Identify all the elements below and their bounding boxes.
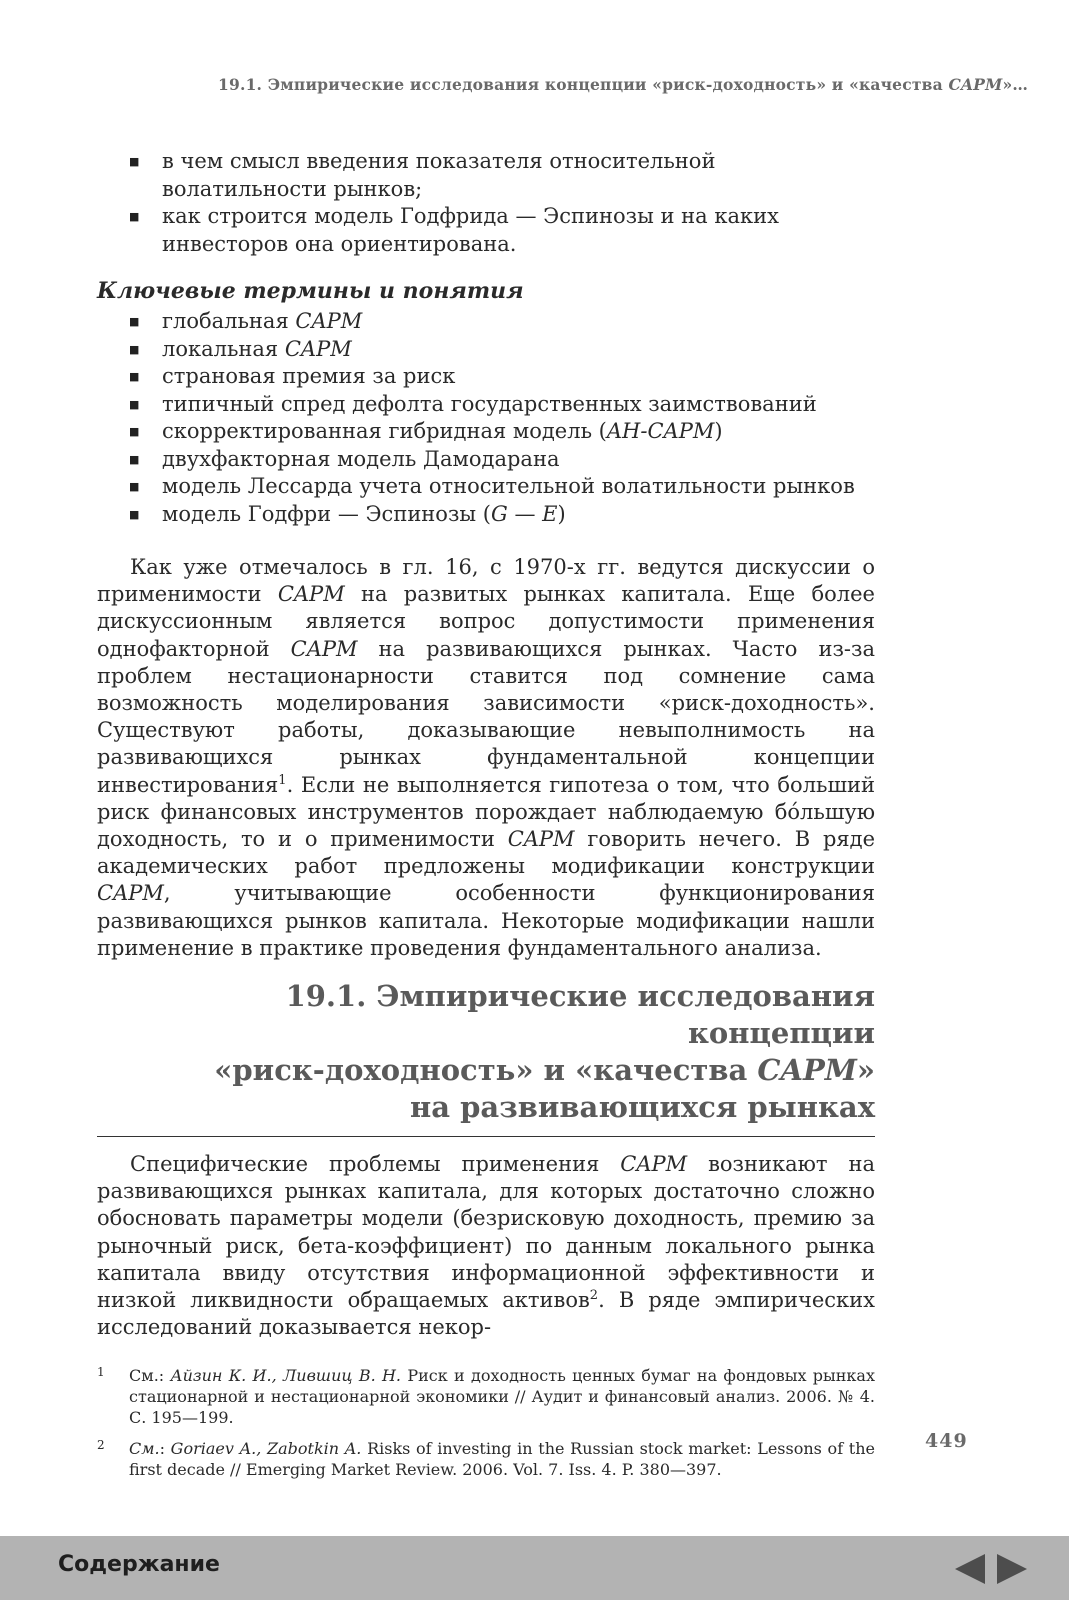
key-terms-list: [97, 308, 875, 528]
list-item: ■ как строится модель Годфрида — Эспинозы и на каких инвесторов она ориентирована.: [97, 203, 875, 258]
key-terms-heading: Ключевые термины и понятия: [97, 278, 524, 304]
footnote-number: 1: [97, 1365, 105, 1380]
list-item: ■ в чем смысл введения показателя относительной волатильности рынков;: [97, 148, 875, 203]
page-content: [97, 148, 875, 1490]
list-item: ■ глобальная CAPM: [97, 308, 875, 336]
list-item: ■ модель Лессарда учета относительной волатильности рынков: [97, 473, 875, 501]
section-title-line: на развивающихся рынках: [410, 1090, 875, 1125]
page-number: 449: [925, 1430, 968, 1452]
list-item: ■ скорректированная гибридная модель (AH-CAPM): [97, 418, 875, 446]
running-head: 19.1. Эмпирические исследования концепции «риск-доходность» и «качества CAPM»…: [218, 75, 1029, 94]
prev-page-icon[interactable]: [955, 1554, 985, 1584]
footnote-text: См.: Goriaev A., Zabotkin A. Risks of investing in the Russian stock market: Lessons of the first decade // Emerging Market Review. 2006. Vol. 7. Iss. 4. P. 380—397.: [129, 1439, 875, 1480]
footnote-text: См.: Айзин К. И., Лившиц В. Н. Риск и доходность ценных бумаг на фондовых рынках стационарной и нестационарной экономики // Аудит и финансовый анализ. 2006. № 4. С. 195—199.: [129, 1366, 875, 1428]
list-item: ■ двухфакторная модель Дамодарана: [97, 446, 875, 474]
section-title: [97, 978, 875, 1126]
footnote: [97, 1438, 875, 1480]
list-item: ■ страновая премия за риск: [97, 363, 875, 391]
section-divider: [97, 1136, 875, 1137]
footnote: [97, 1365, 875, 1428]
footnote-number: 2: [97, 1438, 105, 1453]
intro-paragraph: Как уже отмечалось в гл. 16, с 1970-х гг. ведутся дискуссии о применимости CAPM на развитых рынках капитала. Еще более дискуссионным является вопрос допустимости применения однофакторной CAPM на развивающихся рынках. Часто из-за проблем нестационарности ставится под сомнение сама возможность моделирования зависимости «риск-доходность». Существуют работы, доказывающие невыполнимость на развивающихся рынках фундаментальной концепции инвестирования$^1$. Если не выполняется гипотеза о том, что больший риск финансовых инструментов порождает наблюдаемую бóльшую доходность, то и о применимости CAPM говорить нечего. В ряде академических работ предложены модификации конструкции CAPM, учитывающие особенности функционирования развивающихся рынков капитала. Некоторые модификации нашли применение в практике проведения фундаментального анализа.: [97, 555, 875, 960]
list-item: ■ локальная CAPM: [97, 336, 875, 364]
section-paragraph: Специфические проблемы применения CAPM возникают на развивающихся рынках капитала, для которых достаточно сложно обосновать параметры модели (безрисковую доходность, премию за рыночный риск, бета-коэффициент) по данным локального рынка капитала ввиду отсутствия информационной эффективности и низкой ликвидности обращаемых активов$^2$. В ряде эмпирических исследований доказывается некор-: [97, 1152, 876, 1340]
list-item: ■ типичный спред дефолта государственных заимствований: [97, 391, 875, 419]
contents-link[interactable]: Содержание: [58, 1552, 220, 1577]
section-title-line: «риск-доходность» и «качества CAPM»: [214, 1053, 875, 1088]
section-title-line: 19.1. Эмпирические исследования концепции: [285, 979, 875, 1051]
list-item: ■ модель Годфри — Эспинозы (G — E): [97, 501, 875, 529]
bottom-nav-bar: [0, 1536, 1069, 1600]
next-page-icon[interactable]: [997, 1554, 1027, 1584]
questions-list: [97, 148, 875, 258]
footnotes: [97, 1365, 875, 1480]
